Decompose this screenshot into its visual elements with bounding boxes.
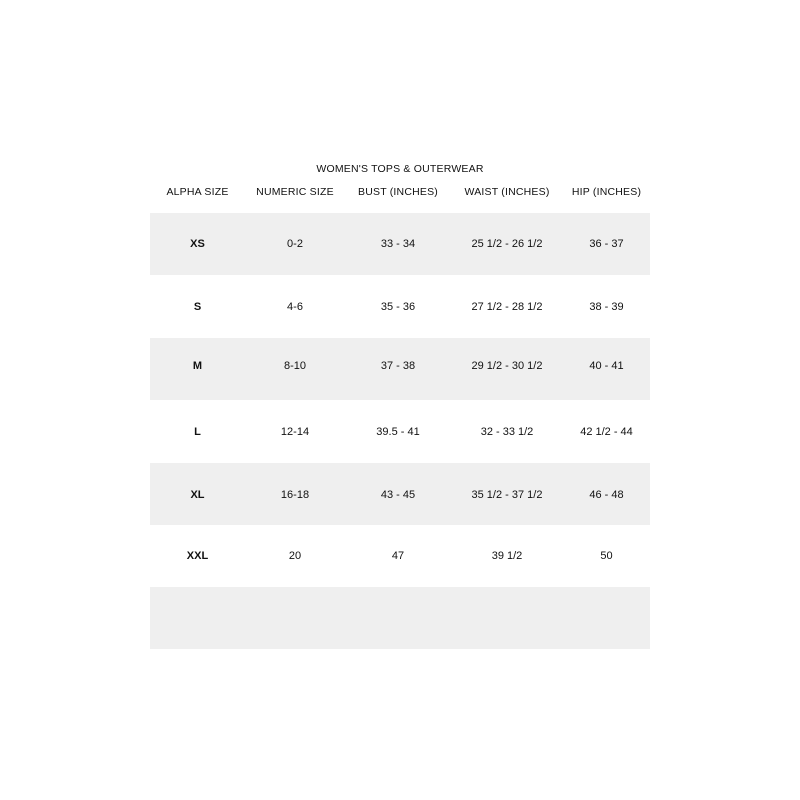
table-row-s xyxy=(150,275,650,337)
cell-waist: 27 1/2 - 28 1/2 xyxy=(471,301,543,313)
cell-alpha-size: S xyxy=(193,301,202,313)
cell-hip: 46 - 48 xyxy=(589,489,624,501)
cell-alpha-size: XXL xyxy=(186,550,209,562)
cell-alpha-size: L xyxy=(194,426,201,438)
cell-bust: 39.5 - 41 xyxy=(376,426,420,438)
cell-hip: 38 - 39 xyxy=(589,301,624,313)
table-row-xl xyxy=(150,463,650,525)
cell-hip: 42 1/2 - 44 xyxy=(580,426,633,438)
table-header-row xyxy=(150,185,650,201)
cell-waist: 25 1/2 - 26 1/2 xyxy=(471,238,543,250)
cell-waist: 29 1/2 - 30 1/2 xyxy=(471,360,543,372)
cell-numeric-size: 0-2 xyxy=(287,238,303,250)
cell-waist: 35 1/2 - 37 1/2 xyxy=(471,489,543,501)
cell-numeric-size: 8-10 xyxy=(283,360,307,372)
table-row-xs xyxy=(150,213,650,275)
table-title: WOMEN'S TOPS & OUTERWEAR xyxy=(316,163,484,175)
cell-numeric-size: 12-14 xyxy=(280,426,310,438)
cell-bust: 35 - 36 xyxy=(380,301,416,313)
column-header-numeric-size: NUMERIC SIZE xyxy=(256,186,334,198)
cell-bust: 47 xyxy=(391,550,405,562)
table-row-m xyxy=(150,338,650,400)
cell-alpha-size: XS xyxy=(190,238,205,250)
cell-alpha-size: M xyxy=(192,360,203,372)
cell-waist: 32 - 33 1/2 xyxy=(480,426,534,438)
table-row-empty xyxy=(150,587,650,649)
cell-numeric-size: 20 xyxy=(288,550,302,562)
cell-bust: 37 - 38 xyxy=(380,360,416,372)
size-chart-table xyxy=(150,0,650,800)
cell-hip: 36 - 37 xyxy=(589,238,624,250)
cell-bust: 43 - 45 xyxy=(380,489,416,501)
column-header-alpha-size: ALPHA SIZE xyxy=(166,186,229,198)
cell-numeric-size: 4-6 xyxy=(287,301,303,313)
table-row-l xyxy=(150,400,650,462)
cell-waist: 39 1/2 xyxy=(491,550,523,562)
cell-hip: 40 - 41 xyxy=(589,360,624,372)
column-header-bust: BUST (INCHES) xyxy=(358,186,438,198)
cell-numeric-size: 16-18 xyxy=(280,489,310,501)
cell-hip: 50 xyxy=(600,550,613,562)
cell-bust: 33 - 34 xyxy=(380,238,416,250)
column-header-waist: WAIST (INCHES) xyxy=(464,186,550,198)
column-header-hip: HIP (INCHES) xyxy=(571,186,642,198)
table-row-xxl xyxy=(150,525,650,587)
cell-alpha-size: XL xyxy=(190,489,205,501)
